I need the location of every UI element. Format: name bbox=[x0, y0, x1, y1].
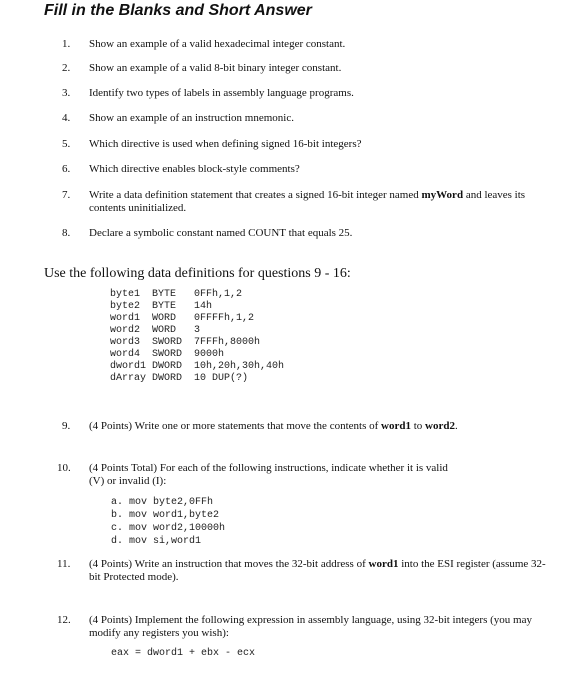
question-text: Which directive enables block-style comments? bbox=[89, 163, 300, 175]
question-text: Which directive is used when defining signed 16-bit integers? bbox=[89, 138, 362, 150]
code-line: dArray DWORD 10 DUP(?) bbox=[110, 373, 249, 384]
code-line: word2 WORD 3 bbox=[110, 325, 201, 336]
option-item: d. mov si,word1 bbox=[111, 536, 202, 547]
question-text: Show an example of a valid 8-bit binary integer constant. bbox=[89, 62, 342, 74]
question-number: 11. bbox=[57, 558, 71, 570]
code-line: byte2 BYTE 14h bbox=[110, 301, 213, 312]
instruction-options bbox=[111, 496, 225, 548]
option-item: b. mov word1,byte2 bbox=[111, 510, 220, 521]
code-line: word3 SWORD 7FFFh,8000h bbox=[110, 337, 261, 348]
question-number: 1. bbox=[62, 38, 71, 50]
question-text: Show an example of an instruction mnemonic. bbox=[89, 112, 294, 124]
section-heading: Use the following data definitions for questions 9 - 16: bbox=[44, 266, 351, 281]
question-number: 9. bbox=[62, 420, 71, 432]
bold-term: word1 bbox=[368, 558, 399, 570]
bold-term: myWord bbox=[421, 189, 464, 201]
question-text: (4 Points) Write an instruction that moves the 32-bit address of word1 into the ESI register (assume 32-bit Protected mode). bbox=[89, 558, 546, 583]
question-number: 4. bbox=[62, 112, 71, 124]
option-item: c. mov word2,10000h bbox=[111, 523, 226, 534]
question-text: Write a data definition statement that creates a signed 16-bit integer named myWord and leaves its contents uninitialized. bbox=[89, 189, 526, 214]
code-line: word1 WORD 0FFFFh,1,2 bbox=[110, 313, 255, 324]
question-text: Declare a symbolic constant named COUNT that equals 25. bbox=[89, 227, 353, 239]
question-number: 8. bbox=[62, 227, 71, 239]
question-text: (4 Points Total) For each of the following instructions, indicate whether it is valid (V) or invalid (I): bbox=[89, 462, 448, 487]
bold-term: word1 bbox=[381, 420, 411, 432]
data-definitions-block bbox=[110, 289, 284, 385]
code-line: word4 SWORD 9000h bbox=[110, 349, 225, 360]
question-number: 6. bbox=[62, 163, 71, 175]
option-item: a. mov byte2,0FFh bbox=[111, 497, 214, 508]
question-text: Show an example of a valid hexadecimal integer constant. bbox=[89, 38, 346, 50]
question-text: (4 Points) Implement the following expression in assembly language, using 32-bit integers (you may modify any registers you wish): bbox=[89, 614, 532, 639]
question-number: 7. bbox=[62, 189, 71, 201]
question-number: 12. bbox=[57, 614, 71, 626]
question-number: 10. bbox=[57, 462, 71, 474]
expression-code: eax = dword1 + ebx - ecx bbox=[111, 648, 256, 659]
code-line: dword1 DWORD 10h,20h,30h,40h bbox=[110, 361, 285, 372]
bold-term: word2 bbox=[425, 420, 455, 432]
page-title: Fill in the Blanks and Short Answer bbox=[44, 2, 312, 19]
question-number: 5. bbox=[62, 138, 71, 150]
question-number: 2. bbox=[62, 62, 71, 74]
question-text: (4 Points) Write one or more statements that move the contents of word1 to word2. bbox=[89, 420, 458, 432]
code-line: byte1 BYTE 0FFh,1,2 bbox=[110, 289, 243, 300]
question-text: Identify two types of labels in assembly language programs. bbox=[89, 87, 354, 99]
question-number: 3. bbox=[62, 87, 71, 99]
